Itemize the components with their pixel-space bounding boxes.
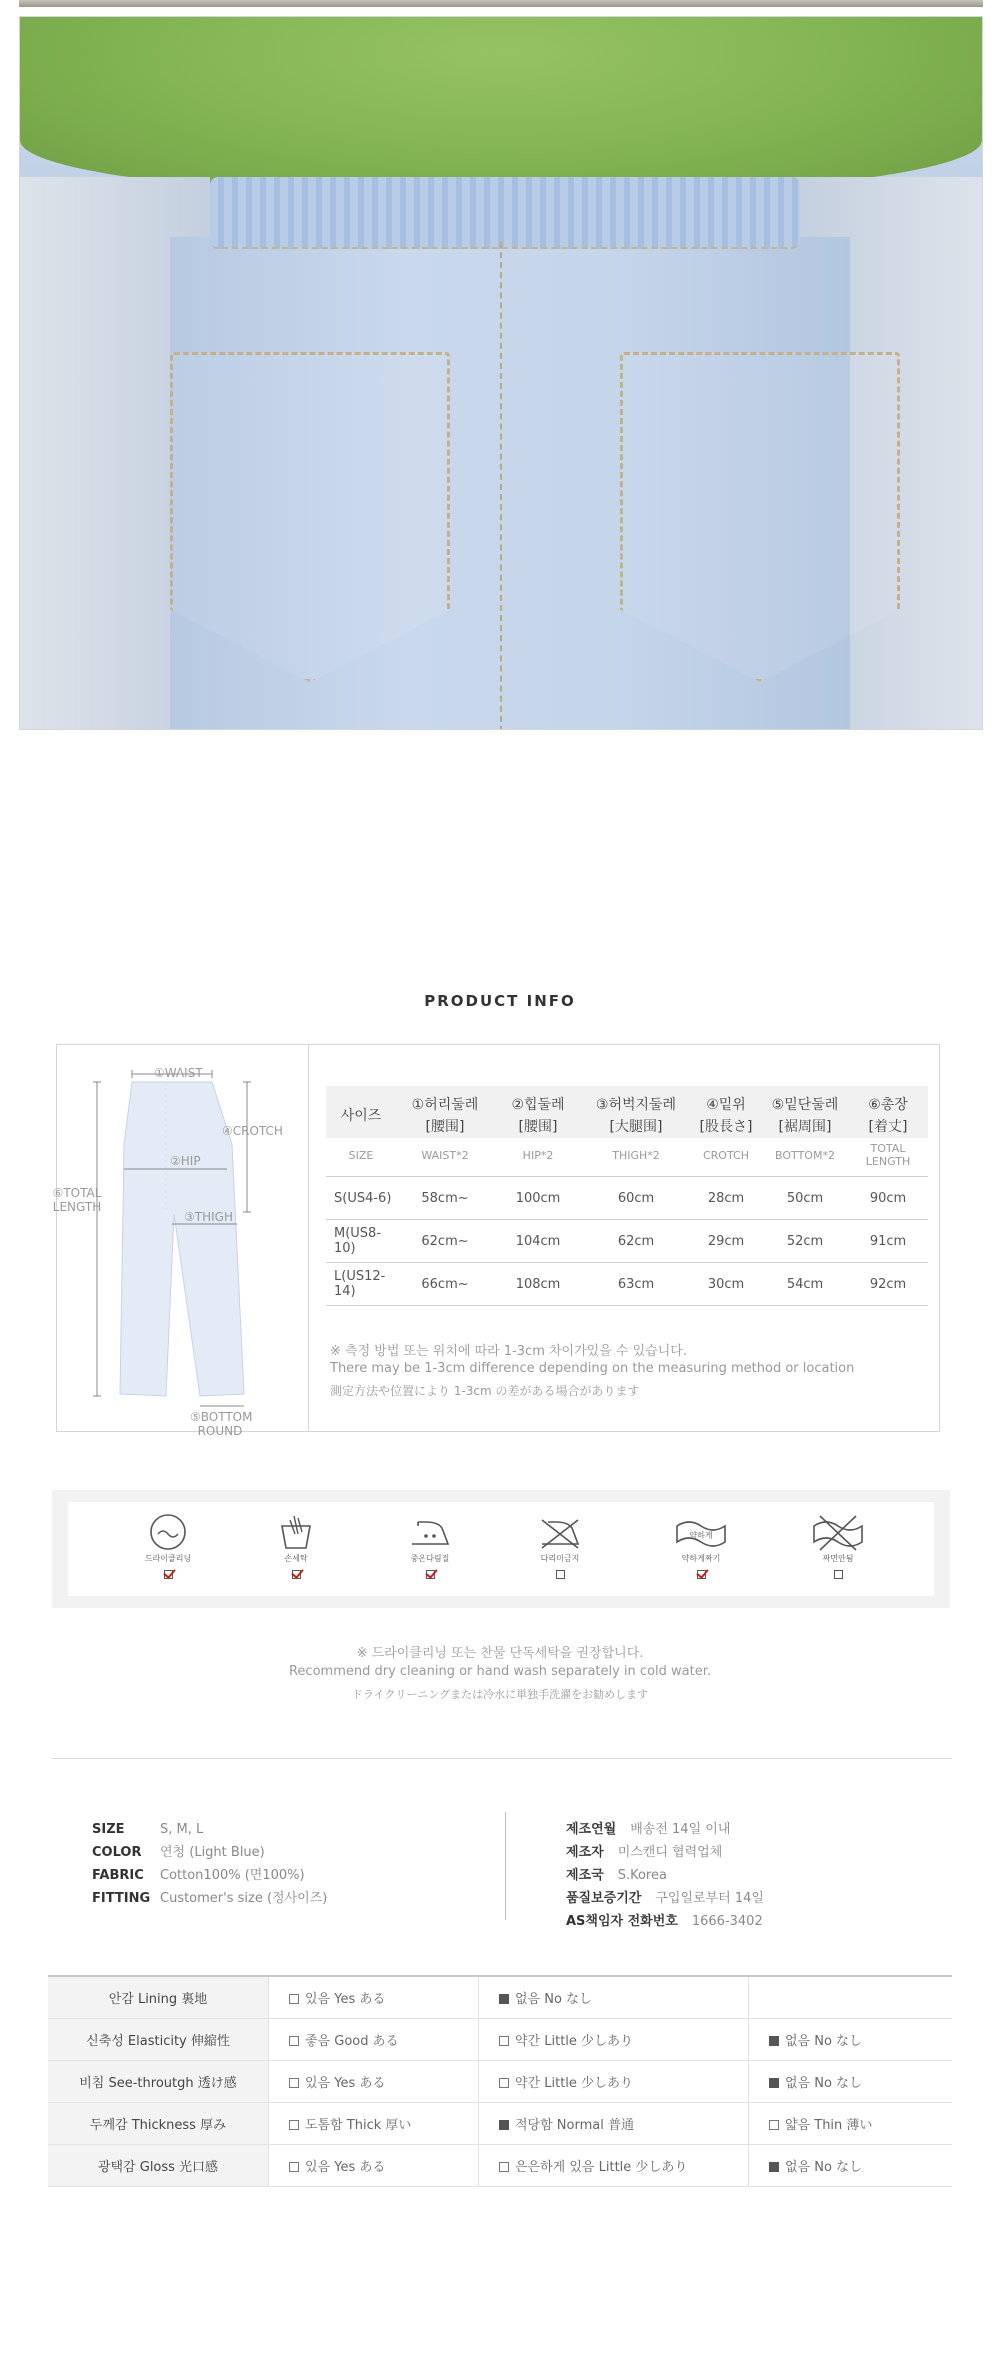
fabric-attributes-table [48,1975,952,2187]
section-title-product-info: PRODUCT INFO [424,992,576,1010]
size-note-en: There may be 1-3cm difference depending on the measuring method or location [330,1361,855,1376]
care-note-en: Recommend dry cleaning or hand wash separately in cold water. [288,1664,711,1679]
care-checkbox-no-wring [834,1570,843,1579]
care-checkbox-iron-medium [426,1570,435,1579]
table-row: S(US4-6) 58cm~ 100cm 60cm 28cm 50cm 90cm [326,1177,928,1220]
product-photo-top-strip [19,0,983,7]
iron-medium-icon [408,1512,452,1552]
hip-header: ②힙둘레 [腰围] [511,1097,565,1135]
no-wring-icon [810,1512,866,1552]
total-length-header: ⑥총장 [着丈] [868,1097,908,1135]
jeans-outline-icon [62,1064,302,1424]
checkbox [499,2036,509,2046]
spec-row-color: COLOR 연청 (Light Blue) [92,1845,265,1860]
care-note-ko: ※ 드라이클리닝 또는 찬물 단독세탁을 권장합니다. [356,1646,644,1661]
care-checkbox-dry-clean [164,1570,173,1579]
size-header: 사이즈 [340,1108,382,1124]
checkbox-checked [769,2036,779,2046]
spec-row-fitting: FITTING Customer's size (정사이즈) [92,1891,328,1906]
size-note-jp: 測定方法や位置により 1-3cm の差がある場合があります [330,1384,640,1398]
diagram-label-waist: ①WAIST [154,1066,203,1080]
bottom-header: ⑤밑단둘레 [裾周围] [771,1097,839,1135]
checkbox-checked [769,2078,779,2088]
no-iron-icon [538,1512,582,1552]
spec-row-fabric: FABRIC Cotton100% (면100%) [92,1868,305,1883]
care-item-gentle-wring: 약하게 약하게짜기 [671,1512,731,1579]
checkbox [769,2120,779,2130]
spec-row-as-phone: AS책임자 전화번호 1666-3402 [566,1914,763,1929]
spec-row-manufacturer: 제조자 미스캔디 협력업체 [566,1845,723,1860]
attr-row-elasticity: 신축성 Elasticity 伸縮性 좋음 Good ある 약간 Little 少しあり 없음 No なし [48,2019,952,2061]
product-photo-back-pockets [19,16,983,730]
care-item-hand-wash: 손세탁 [266,1512,326,1579]
care-item-dry-clean: 드라이클리닝 [138,1512,198,1579]
crotch-header: ④밑위 [股長さ] [699,1097,753,1135]
attr-row-gloss: 광택감 Gloss 光口感 있음 Yes ある 은은하게 있음 Little 少しあり 없음 No なし [48,2145,952,2187]
waist-header: ①허리둘레 [腰围] [411,1097,479,1135]
checkbox-checked [499,1994,509,2004]
divider [52,1758,952,1759]
care-checkbox-gentle-wring [697,1570,706,1579]
diagram-label-bottom-round: ⑤BOTTOM ROUND [190,1410,253,1438]
thigh-header: ③허벅지둘레 [大腿围] [595,1097,677,1135]
table-row: L(US12-14) 66cm~ 108cm 63cm 30cm 54cm 92cm [326,1263,928,1306]
spec-list-right [566,1818,764,1933]
care-item-no-iron: 다리미금지 [530,1512,590,1579]
spec-divider [505,1812,506,1920]
diagram-label-hip: ②HIP [170,1154,201,1168]
attr-row-lining: 안감 Lining 裏地 있음 Yes ある 없음 No なし [48,1976,952,2019]
photo-elastic-waistband [210,177,800,249]
checkbox [289,2120,299,2130]
size-table-header [326,1086,928,1138]
spec-row-warranty: 품질보증기간 구입일로부터 14일 [566,1891,764,1906]
spec-row-manufactured: 제조연월 배송전 14일 이내 [566,1822,731,1837]
care-checkbox-no-iron [556,1570,565,1579]
svg-text:약하게: 약하게 [689,1531,713,1540]
spec-row-country: 제조국 S.Korea [566,1868,667,1883]
gentle-wring-icon [673,1512,729,1552]
checkbox [289,2036,299,2046]
diagram-label-crotch: ④CROTCH [222,1124,283,1138]
size-table-subheader: SIZE WAIST*2 HIP*2 THIGH*2 CROTCH BOTTOM*2 TOTAL LENGTH [348,1142,911,1168]
care-note-jp: ドライクリーニングまたは冷水に単独手洗濯をお勧めします [351,1688,649,1701]
table-row: M(US8-10) 62cm~ 104cm 62cm 29cm 52cm 91cm [326,1220,928,1263]
spec-row-size: SIZE S, M, L [92,1822,204,1837]
diagram-label-thigh: ③THIGH [184,1210,233,1224]
spec-list-left [92,1818,327,1910]
care-item-iron-medium: 중온다림질 [400,1512,460,1579]
size-note-ko: ※ 측정 방법 또는 위치에 따라 1-3cm 차이가있을 수 있습니다. [330,1344,687,1359]
care-checkbox-hand-wash [292,1570,301,1579]
diagram-label-total-length: ⑥TOTAL LENGTH [52,1186,102,1214]
attr-row-see-through: 비침 See-throutgh 透け感 있음 Yes ある 약간 Little 少しあり 없음 No なし [48,2061,952,2103]
attr-row-thickness: 두께감 Thickness 厚み 도톰함 Thick 厚い 적당함 Normal 普通 얇음 Thin 薄い [48,2103,952,2145]
checkbox [289,1994,299,2004]
checkbox [499,2078,509,2088]
care-item-no-wring: 짜면안됨 [808,1512,868,1579]
size-table [326,1086,928,1306]
checkbox [499,2162,509,2172]
measurement-diagram [52,1064,302,1438]
checkbox [289,2078,299,2088]
dry-clean-icon [148,1512,188,1552]
hand-wash-icon [276,1512,316,1552]
photo-green-top [20,17,982,193]
checkbox [289,2162,299,2172]
checkbox-checked [499,2120,509,2130]
checkbox-checked [769,2162,779,2172]
